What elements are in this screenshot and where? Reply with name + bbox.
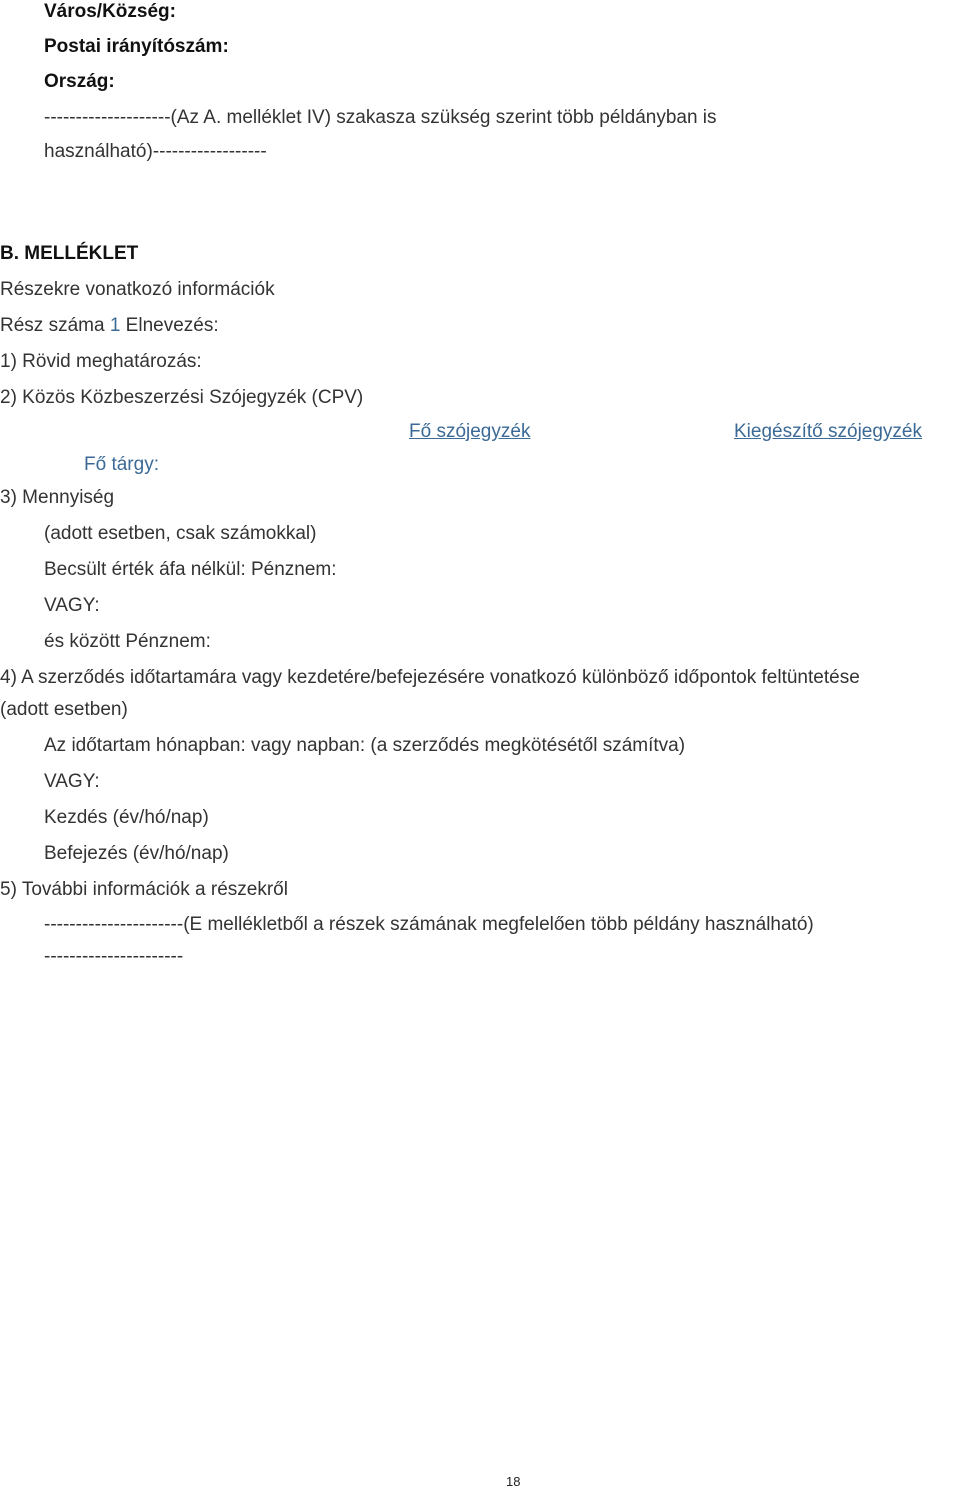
part-number-value: 1: [109, 315, 121, 336]
annex-b-subtitle: Részekre vonatkozó információk: [0, 279, 275, 300]
part-number-row: [0, 314, 219, 338]
duration-label: Az időtartam hónapban: vagy napban: (a szerződés megkötésétől számítva): [44, 735, 686, 756]
city-label: Város/Község:: [44, 1, 176, 22]
quantity-heading: 3) Mennyiség: [0, 487, 115, 508]
or-label-1: VAGY:: [44, 595, 100, 616]
dates-heading-line-1: 4) A szerződés időtartamára vagy kezdetére/befejezésére vonatkozó különböző időpontok feltüntetése: [0, 667, 860, 688]
page-number: 18: [506, 1474, 521, 1489]
repeat-note-line-2: használható)------------------: [44, 141, 267, 162]
cpv-main-vocabulary-link[interactable]: Fő szójegyzék: [409, 421, 531, 442]
or-label-2: VAGY:: [44, 771, 100, 792]
cpv-main-object-label: Fő tárgy:: [84, 454, 159, 475]
quantity-note: (adott esetben, csak számokkal): [44, 523, 317, 544]
cpv-supplementary-vocabulary-link[interactable]: Kiegészítő szójegyzék: [734, 421, 922, 442]
annex-repeat-note-line-2: ----------------------: [44, 946, 184, 967]
end-date-label: Befejezés (év/hó/nap): [44, 843, 229, 864]
start-date-label: Kezdés (év/hó/nap): [44, 807, 209, 828]
name-label: Elnevezés:: [125, 315, 219, 336]
postal-code-label: Postai irányítószám:: [44, 36, 229, 57]
annex-repeat-note-line-1: ----------------------(E mellékletből a részek számának megfelelően több példány használható): [44, 914, 814, 935]
cpv-heading: 2) Közös Közbeszerzési Szójegyzék (CPV): [0, 387, 364, 408]
dates-heading-line-2: (adott esetben): [0, 699, 128, 720]
additional-info-heading: 5) További információk a részekről: [0, 879, 288, 900]
part-number-label: Rész száma: [0, 315, 105, 336]
annex-b-title: B. MELLÉKLET: [0, 243, 139, 264]
country-label: Ország:: [44, 71, 115, 92]
repeat-note-line-1: --------------------(Az A. melléklet IV) szakasza szükség szerint több példányban is: [44, 107, 717, 128]
estimated-value-label: Becsült érték áfa nélkül: Pénznem:: [44, 559, 337, 580]
value-range-label: és között Pénznem:: [44, 631, 211, 652]
short-description-label: 1) Rövid meghatározás:: [0, 351, 202, 372]
